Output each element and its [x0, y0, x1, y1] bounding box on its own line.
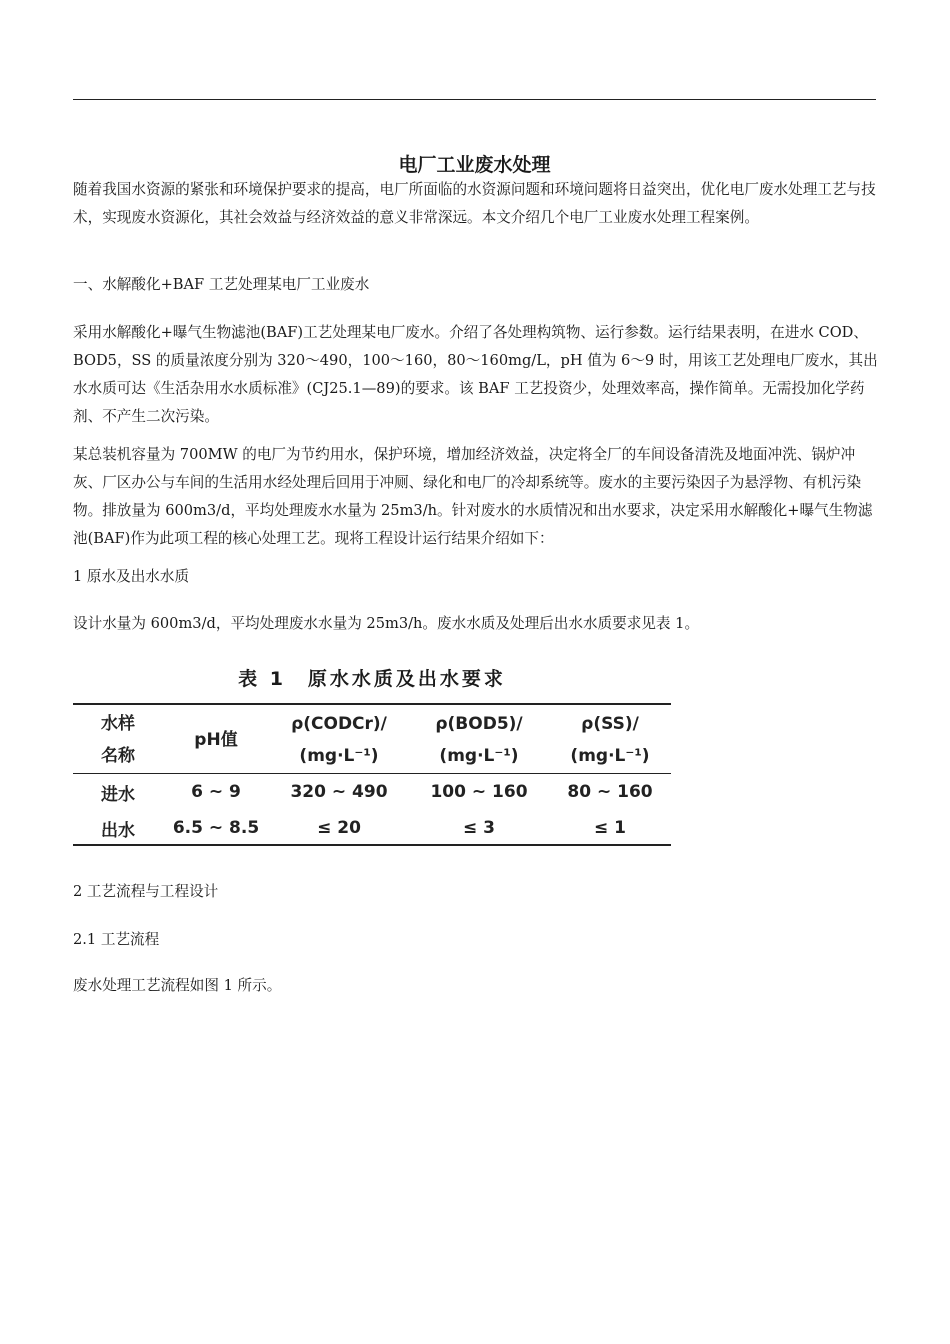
subsection21-heading: 2.1 工艺流程 — [73, 931, 160, 948]
table-cell: 100 ~ 160 — [430, 782, 528, 802]
table-cell: ≤ 1 — [594, 818, 626, 838]
header-rule — [73, 99, 876, 100]
header-cell: ρ(BOD5)/ (mg·L⁻¹) — [435, 714, 523, 766]
table-top-rule — [73, 703, 671, 705]
table-row — [73, 810, 671, 846]
header-cell: 水样 名称 — [101, 714, 135, 766]
subsection21-paragraph: 废水处理工艺流程如图 1 所示。 — [73, 977, 282, 994]
header-cell: pH值 — [194, 730, 238, 750]
data-table — [73, 706, 671, 846]
table-cell: ≤ 20 — [317, 818, 361, 838]
table-cell: 320 ~ 490 — [290, 782, 388, 802]
header-cell: ρ(SS)/ (mg·L⁻¹) — [570, 714, 650, 766]
table-cell: 80 ~ 160 — [567, 782, 653, 802]
table-row — [73, 774, 671, 810]
table-cell: ≤ 3 — [463, 818, 495, 838]
intro-paragraph: 随着我国水资源的紧张和环境保护要求的提高，电厂所面临的水资源问题和环境问题将日益突出，优化电厂废水处理工艺与技术，实现废水资源化，其社会效益与经济效益的意义非常深远。本文介绍几个电厂工业废水处理工程案例。 — [73, 181, 876, 226]
subsection1-paragraph: 设计水量为 600m3/d，平均处理废水水量为 25m3/h。废水水质及处理后出水水质要求见表 1。 — [73, 615, 700, 632]
section1-paragraph-2: 某总装机容量为 700MW 的电厂为节约用水，保护环境，增加经济效益，决定将全厂的车间设备清洗及地面冲洗、锅炉冲灰、厂区办公与车间的生活用水经处理后回用于冲厕、绿化和电厂的冷却系统等。废水的主要污染因子为悬浮物、有机污染物。排放量为 600m3/d，平均处理废水水量为 25m3/h。针对废水的水质情况和出水要求，决定采用水解酸化+曝气生物滤池(BAF)作为此项工程的核心处理工艺。现将工程设计运行结果介绍如下： — [73, 446, 873, 547]
section1-heading: 一、水解酸化+BAF 工艺处理某电厂工业废水 — [73, 276, 370, 293]
table-1 — [73, 662, 671, 846]
table-cell: 进水 — [101, 784, 135, 805]
document-title: 电厂工业废水处理 — [398, 154, 551, 176]
subsection1-heading: 1 原水及出水水质 — [73, 568, 190, 585]
table-cell: 6 ~ 9 — [191, 782, 241, 802]
section1-paragraph-1: 采用水解酸化+曝气生物滤池(BAF)工艺处理某电厂废水。介绍了各处理构筑物、运行参数。运行结果表明，在进水 COD、BOD5，SS 的质量浓度分别为 320～490，100～160，80～160mg/L，pH 值为 6～9 时，用该工艺处理电厂废水，其出水水质可达《生活杂用水水质标准》(CJ25.1—89)的要求。该 BAF 工艺投资少，处理效率高，操作简单。无需投加化学药剂、不产生二次污染。 — [73, 324, 878, 425]
table-cell: 出水 — [101, 820, 135, 841]
table-header-row — [73, 706, 671, 774]
section2-heading: 2 工艺流程与工程设计 — [73, 883, 219, 900]
table-caption: 表 1 原水水质及出水要求 — [238, 668, 506, 690]
table-cell: 6.5 ~ 8.5 — [172, 818, 260, 838]
header-cell: ρ(CODCr)/ (mg·L⁻¹) — [291, 714, 387, 766]
